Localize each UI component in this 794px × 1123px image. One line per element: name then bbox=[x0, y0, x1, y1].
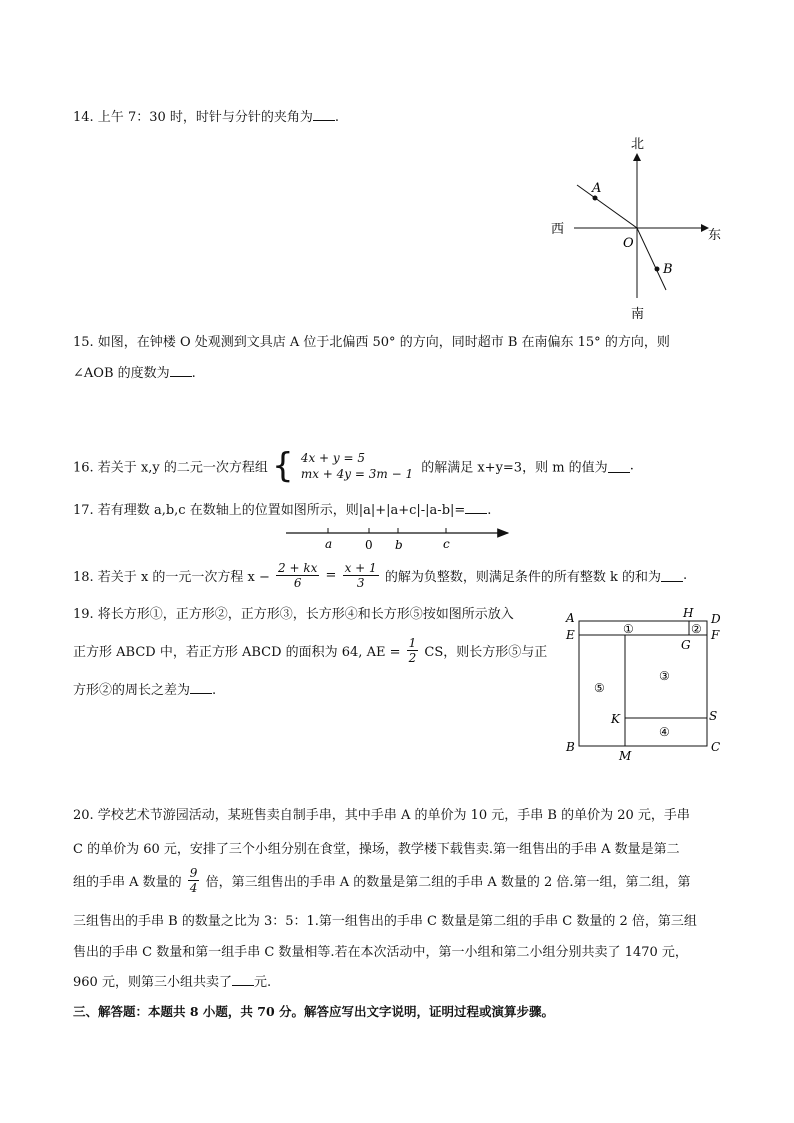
region-2: ② bbox=[691, 622, 702, 636]
fraction-2 bbox=[343, 561, 379, 590]
fraction-numerator: 9 bbox=[189, 866, 198, 880]
question-19-line3 bbox=[73, 679, 216, 698]
label-C: C bbox=[711, 740, 721, 754]
compass-figure bbox=[540, 130, 730, 325]
west-label: 西 bbox=[551, 222, 565, 237]
q15-suffix: . bbox=[191, 366, 196, 381]
q19-suffix: . bbox=[212, 683, 217, 698]
label-c: c bbox=[443, 537, 450, 551]
q16-middle: 的解满足 x+y=3，则 m 的值为 bbox=[421, 460, 608, 476]
q20-text-3b: 倍，第三组售出的手串 A 的数量是第二组的手串 A 数量的 2 倍.第一组，第二组，第 bbox=[205, 875, 691, 890]
answer-blank bbox=[170, 364, 192, 377]
question-20-line3 bbox=[73, 866, 691, 895]
fraction-half bbox=[407, 636, 419, 665]
label-B: B bbox=[566, 740, 575, 754]
north-label: 北 bbox=[631, 137, 645, 152]
equation-1: 4x + y = 5 bbox=[300, 451, 365, 465]
fraction-half-numerator: 1 bbox=[408, 636, 417, 650]
label-D: D bbox=[711, 612, 721, 626]
point-a-label: A bbox=[592, 181, 602, 196]
east-label: 东 bbox=[708, 228, 722, 243]
label-b: b bbox=[395, 538, 403, 552]
label-M: M bbox=[619, 749, 632, 763]
label-H: H bbox=[683, 606, 694, 620]
q14-suffix: . bbox=[334, 110, 340, 125]
equation-2: mx + 4y = 3m − 1 bbox=[300, 467, 414, 481]
fraction-nine-quarters bbox=[188, 866, 200, 895]
point-b-dot bbox=[655, 267, 660, 272]
question-19-line2 bbox=[73, 636, 547, 665]
label-zero: 0 bbox=[365, 538, 373, 552]
point-a-dot bbox=[593, 196, 598, 201]
q20-text-3: 组的手串 A 数量的 bbox=[73, 875, 182, 890]
answer-blank bbox=[608, 460, 630, 473]
question-19-line1: 19. 将长方形①，正方形②，正方形③，长方形④和长方形⑤按如图所示放入 bbox=[73, 607, 514, 622]
answer-blank bbox=[190, 681, 212, 694]
q20-text-6: 960 元，则第三小组共卖了 bbox=[73, 975, 232, 990]
region-3: ③ bbox=[659, 669, 670, 683]
section-3-heading: 三、解答题：本题共 8 小题，共 70 分。解答应写出文字说明，证明过程或演算步骤。 bbox=[73, 1004, 555, 1019]
question-15-line2 bbox=[73, 362, 196, 381]
square-figure bbox=[560, 606, 730, 766]
question-20-line2: C 的单价为 60 元，安排了三个小组分别在食堂，操场，教学楼下载售卖.第一组售出的手串 A 数量是第二 bbox=[73, 842, 680, 857]
q16-text: 16. 若关于 x,y 的二元一次方程组 bbox=[73, 460, 268, 476]
south-label: 南 bbox=[631, 307, 645, 322]
question-20-line1: 20. 学校艺术节游园活动，某班售卖自制手串，其中手串 A 的单价为 10 元，手串 B 的单价为 20 元，手串 bbox=[73, 808, 690, 823]
q14-text: 14. 上午 7：30 时，时针与分针的夹角为 bbox=[73, 110, 313, 125]
label-A: A bbox=[566, 611, 575, 625]
q17-suffix: . bbox=[487, 503, 492, 518]
question-20-line4: 三组售出的手串 B 的数量之比为 3：5：1.第一组售出的手串 C 数量是第二组的手串 C 数量的 2 倍，第三组 bbox=[73, 914, 697, 929]
origin-label: O bbox=[623, 236, 634, 251]
q20-suffix: 元. bbox=[253, 975, 272, 990]
label-E: E bbox=[566, 628, 575, 642]
q17-text: 17. 若有理数 a,b,c 在数轴上的位置如图所示，则|a|+|a+c|-|a-b|= bbox=[73, 503, 466, 518]
number-line bbox=[280, 522, 520, 554]
fraction-1 bbox=[276, 561, 319, 590]
question-20-line5: 售出的手串 C 数量和第一组手串 C 数量相等.若在本次活动中，第一小组和第二小组分别共卖了 1470 元， bbox=[73, 945, 688, 960]
q18-middle: 的解为负整数，则满足条件的所有整数 k 的和为 bbox=[384, 570, 661, 585]
fraction-2-numerator: x + 1 bbox=[344, 561, 377, 575]
region-1: ① bbox=[623, 622, 634, 636]
q18-suffix: . bbox=[682, 568, 688, 583]
fraction-1-denominator: 6 bbox=[293, 576, 302, 590]
answer-blank bbox=[313, 108, 335, 121]
q19-text: 正方形 ABCD 中，若正方形 ABCD 的面积为 64, AE = bbox=[73, 645, 401, 660]
question-20-line6 bbox=[73, 971, 271, 990]
equals-sign: = bbox=[325, 568, 337, 583]
fraction-half-denominator: 2 bbox=[408, 651, 417, 665]
q15-text: ∠AOB 的度数为 bbox=[73, 366, 170, 381]
question-14 bbox=[73, 106, 339, 125]
answer-blank bbox=[232, 973, 254, 986]
fraction-denominator: 4 bbox=[189, 881, 198, 895]
answer-blank bbox=[465, 501, 487, 514]
label-K: K bbox=[611, 712, 620, 726]
q18-text: 18. 若关于 x 的一元一次方程 x − bbox=[73, 570, 270, 585]
ray-oa bbox=[577, 185, 637, 228]
label-a: a bbox=[325, 537, 333, 551]
question-15-line1: 15. 如图，在钟楼 O 处观测到文具店 A 位于北偏西 50° 的方向，同时超市 B 在南偏东 15° 的方向，则 bbox=[73, 335, 670, 350]
q19-text-3: 方形②的周长之差为 bbox=[73, 683, 191, 698]
fraction-1-numerator: 2 + kx bbox=[278, 561, 318, 575]
answer-blank bbox=[661, 569, 683, 582]
point-b-label: B bbox=[663, 262, 673, 277]
question-17 bbox=[73, 499, 491, 518]
q16-suffix: . bbox=[629, 458, 634, 474]
ray-ob bbox=[637, 228, 666, 290]
question-16 bbox=[73, 446, 634, 486]
label-F: F bbox=[711, 628, 720, 642]
label-G: G bbox=[681, 638, 691, 652]
region-5: ⑤ bbox=[594, 681, 605, 695]
label-S: S bbox=[709, 709, 718, 723]
region-4: ④ bbox=[659, 725, 670, 739]
brace-symbol: { bbox=[272, 446, 294, 486]
question-18 bbox=[73, 561, 687, 590]
fraction-2-denominator: 3 bbox=[356, 576, 365, 590]
equation-system bbox=[301, 450, 413, 482]
q19-text-2: CS，则长方形⑤与正 bbox=[424, 645, 548, 660]
